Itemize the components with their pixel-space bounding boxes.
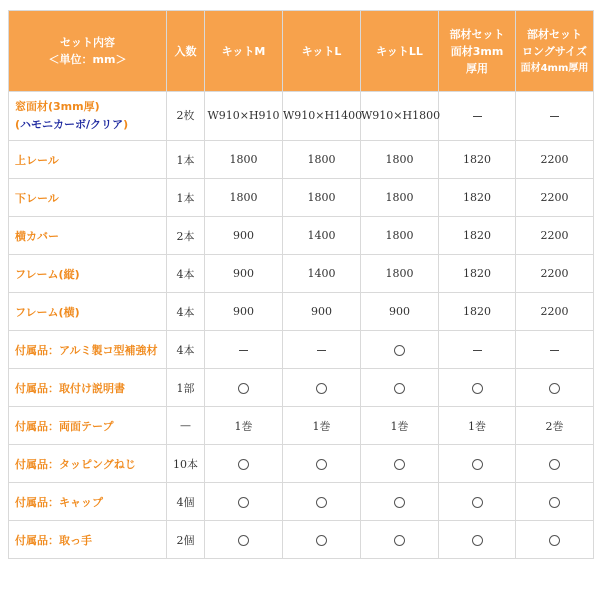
table-cell: 1800 — [205, 141, 283, 179]
table-cell — [205, 369, 283, 407]
table-cell: 900 — [205, 217, 283, 255]
row-label: フレーム(横) — [15, 305, 80, 319]
table-cell: 1820 — [439, 293, 516, 331]
row-label: 付属品：取付け説明書 — [15, 381, 125, 395]
row-quantity: 10本 — [167, 445, 205, 483]
table-cell — [516, 445, 594, 483]
header-quantity: 入数 — [167, 11, 205, 92]
not-applicable-dash-icon — [550, 116, 559, 117]
table-cell: 2200 — [516, 293, 594, 331]
header-kit-l: キットL — [283, 11, 361, 92]
row-label-cell — [9, 255, 167, 293]
set-contents-table — [8, 10, 594, 559]
included-circle-icon — [238, 497, 249, 508]
table-cell — [439, 521, 516, 559]
table-row — [9, 521, 594, 559]
table-cell — [361, 369, 439, 407]
not-applicable-dash-icon — [473, 350, 482, 351]
included-circle-icon — [394, 345, 405, 356]
row-label-cell — [9, 369, 167, 407]
table-cell — [361, 483, 439, 521]
included-circle-icon — [472, 535, 483, 546]
table-cell: 1巻 — [439, 407, 516, 445]
row-sublabel-close-paren: ) — [123, 118, 129, 131]
row-quantity: 1本 — [167, 179, 205, 217]
included-circle-icon — [394, 383, 405, 394]
header-set-contents-title: セット内容 — [60, 36, 115, 49]
table-cell — [283, 483, 361, 521]
row-sublabel-open-paren: ( — [15, 118, 21, 131]
row-label: 付属品：両面テープ — [15, 419, 114, 433]
row-quantity: 4本 — [167, 255, 205, 293]
table-cell: 2200 — [516, 141, 594, 179]
table-cell — [439, 92, 516, 141]
header-parts-set-long-line3: 面材4mm厚用 — [520, 62, 589, 74]
table-row — [9, 407, 594, 445]
row-quantity: — — [167, 407, 205, 445]
table-cell: 1巻 — [205, 407, 283, 445]
table-cell — [205, 483, 283, 521]
row-quantity: 4本 — [167, 293, 205, 331]
table-cell — [516, 369, 594, 407]
table-cell: 1巻 — [361, 407, 439, 445]
table-cell — [205, 521, 283, 559]
included-circle-icon — [549, 497, 560, 508]
table-cell — [516, 331, 594, 369]
table-cell — [361, 445, 439, 483]
row-label-cell — [9, 92, 167, 141]
not-applicable-dash-icon — [550, 350, 559, 351]
not-applicable-dash-icon — [239, 350, 248, 351]
header-row — [9, 11, 594, 92]
included-circle-icon — [472, 497, 483, 508]
table-cell — [283, 369, 361, 407]
table-cell — [361, 331, 439, 369]
table-cell — [516, 92, 594, 141]
table-cell: W910×H910 — [205, 92, 283, 141]
table-row — [9, 331, 594, 369]
included-circle-icon — [316, 497, 327, 508]
table-cell: 1820 — [439, 217, 516, 255]
table-row — [9, 255, 594, 293]
table-cell: 1400 — [283, 217, 361, 255]
row-label: 下レール — [15, 191, 59, 205]
row-label-cell — [9, 293, 167, 331]
table-cell: 2200 — [516, 217, 594, 255]
table-row — [9, 141, 594, 179]
included-circle-icon — [472, 459, 483, 470]
not-applicable-dash-icon — [317, 350, 326, 351]
row-label-cell — [9, 407, 167, 445]
table-cell: 1400 — [283, 255, 361, 293]
table-cell: 900 — [205, 255, 283, 293]
included-circle-icon — [316, 383, 327, 394]
row-label-cell — [9, 141, 167, 179]
included-circle-icon — [472, 383, 483, 394]
table-row — [9, 445, 594, 483]
row-label-cell — [9, 445, 167, 483]
header-parts-set-long-line2: ロングサイズ — [522, 44, 587, 58]
table-cell — [283, 331, 361, 369]
table-row — [9, 293, 594, 331]
row-quantity: 4個 — [167, 483, 205, 521]
table-row — [9, 217, 594, 255]
row-label-cell — [9, 331, 167, 369]
table-cell: 1800 — [361, 255, 439, 293]
table-cell — [439, 331, 516, 369]
table-cell — [283, 445, 361, 483]
table-cell: 1800 — [361, 179, 439, 217]
row-quantity: 1部 — [167, 369, 205, 407]
table-cell — [439, 445, 516, 483]
row-label: 横カバー — [15, 229, 59, 243]
row-sublabel — [15, 116, 166, 134]
table-cell: 2200 — [516, 179, 594, 217]
header-parts-set-3mm-line2: 面材3mm — [450, 44, 504, 58]
included-circle-icon — [394, 497, 405, 508]
header-parts-set-long — [516, 11, 594, 92]
included-circle-icon — [394, 535, 405, 546]
table-cell — [439, 369, 516, 407]
table-cell: 900 — [361, 293, 439, 331]
table-cell: 1800 — [283, 141, 361, 179]
table-cell: 1800 — [205, 179, 283, 217]
row-label: 付属品：取っ手 — [15, 533, 92, 547]
table-cell: 2巻 — [516, 407, 594, 445]
included-circle-icon — [316, 459, 327, 470]
table-cell — [361, 521, 439, 559]
table-cell — [516, 521, 594, 559]
header-set-contents — [9, 11, 167, 92]
row-label-cell — [9, 521, 167, 559]
row-label-cell — [9, 483, 167, 521]
row-sublabel-text: ハモニカーボ/クリア — [20, 118, 124, 131]
table-cell — [439, 483, 516, 521]
table-cell: 1820 — [439, 179, 516, 217]
table-cell — [205, 445, 283, 483]
table-cell: 900 — [205, 293, 283, 331]
row-quantity: 2枚 — [167, 92, 205, 141]
included-circle-icon — [238, 383, 249, 394]
included-circle-icon — [238, 535, 249, 546]
table-row — [9, 92, 594, 141]
included-circle-icon — [549, 535, 560, 546]
table-cell — [283, 521, 361, 559]
row-label: 付属品：キャップ — [15, 495, 103, 509]
included-circle-icon — [238, 459, 249, 470]
row-quantity: 1本 — [167, 141, 205, 179]
table-cell — [516, 483, 594, 521]
header-parts-set-3mm-line3: 厚用 — [466, 61, 488, 75]
row-label: 付属品：タッピングねじ — [15, 457, 136, 471]
row-label: 付属品：アルミ製コ型補強材 — [15, 343, 158, 357]
row-label: 上レール — [15, 153, 59, 167]
included-circle-icon — [549, 459, 560, 470]
table-cell: 2200 — [516, 255, 594, 293]
header-parts-set-3mm-line1: 部材セット — [449, 27, 505, 41]
header-kit-m: キットM — [205, 11, 283, 92]
table-cell: 1800 — [283, 179, 361, 217]
row-label-cell — [9, 217, 167, 255]
included-circle-icon — [549, 383, 560, 394]
header-parts-set-long-line1: 部材セット — [527, 27, 582, 41]
table-cell: 900 — [283, 293, 361, 331]
table-cell: 1820 — [439, 141, 516, 179]
row-quantity: 2個 — [167, 521, 205, 559]
included-circle-icon — [394, 459, 405, 470]
row-label-cell — [9, 179, 167, 217]
row-label: 窓面材(3mm厚) — [15, 100, 100, 113]
table-cell: 1800 — [361, 217, 439, 255]
table-cell: 1820 — [439, 255, 516, 293]
table-body — [9, 92, 594, 559]
table-cell: 1800 — [361, 141, 439, 179]
row-quantity: 4本 — [167, 331, 205, 369]
header-unit-note: ＜単位：mm＞ — [48, 53, 127, 66]
header-kit-ll: キットLL — [361, 11, 439, 92]
table-row — [9, 483, 594, 521]
table-cell: W910×H1800 — [361, 92, 439, 141]
table-cell: W910×H1400 — [283, 92, 361, 141]
row-quantity: 2本 — [167, 217, 205, 255]
table-row — [9, 179, 594, 217]
not-applicable-dash-icon — [473, 116, 482, 117]
table-cell: 1巻 — [283, 407, 361, 445]
table-cell — [205, 331, 283, 369]
included-circle-icon — [316, 535, 327, 546]
table-row — [9, 369, 594, 407]
row-label: フレーム(縦) — [15, 267, 80, 281]
header-parts-set-3mm — [439, 11, 516, 92]
